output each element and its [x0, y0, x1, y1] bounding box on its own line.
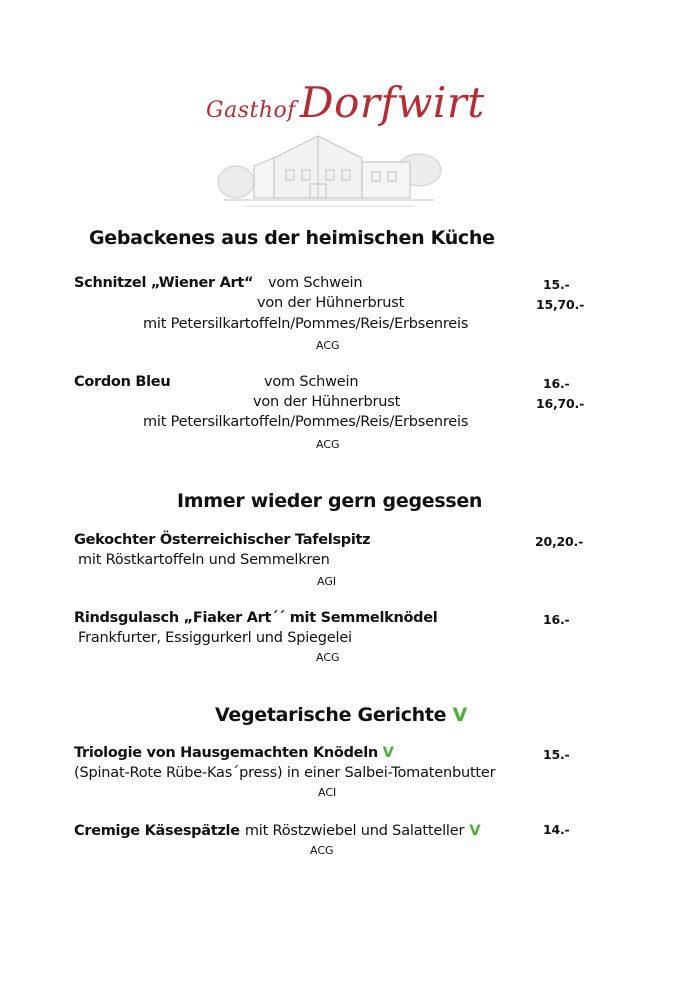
allergen-codes: ACG [316, 651, 340, 664]
section-title-classics: Immer wieder gern gegessen [177, 490, 483, 512]
price: 14.- [543, 822, 570, 837]
item-name-cordon-bleu: Cordon Bleu [74, 374, 171, 390]
logo-prefix: Gasthof [206, 98, 296, 123]
item-sides: mit Petersilkartoffeln/Pommes/Reis/Erbsenreis [143, 316, 469, 332]
price: 15.- [543, 747, 570, 762]
allergen-codes: ACG [316, 339, 340, 352]
item-description: Frankfurter, Essiggurkerl und Spiegelei [78, 630, 352, 646]
vegetarian-mark: V [382, 745, 394, 761]
variant-chicken: von der Hühnerbrust [253, 394, 401, 410]
vegetarian-mark: V [452, 704, 467, 726]
item-name: Triologie von Hausgemachten Knödeln [74, 745, 378, 761]
vegetarian-mark: V [469, 823, 481, 839]
item-description: (Spinat-Rote Rübe-Kas´press) in einer Salbei-Tomatenbutter [74, 765, 496, 781]
price: 16.- [543, 612, 570, 627]
allergen-codes: AGI [317, 575, 337, 588]
allergen-codes: ACI [318, 786, 337, 799]
price: 16.- [543, 376, 570, 391]
section-title-baked: Gebackenes aus der heimischen Küche [89, 227, 495, 249]
price: 16,70.- [536, 396, 585, 411]
section-title-text: Vegetarische Gerichte [215, 704, 447, 726]
item-name-tafelspitz: Gekochter Österreichischer Tafelspitz [74, 532, 371, 548]
allergen-codes: ACG [310, 844, 334, 857]
allergen-codes: ACG [316, 438, 340, 451]
item-name-suffix: mit Röstzwiebel und Salatteller [244, 823, 465, 839]
section-title-vegetarian [215, 704, 467, 726]
logo-name: Dorfwirt [299, 78, 485, 127]
item-name-schnitzel: Schnitzel „Wiener Art“ [74, 275, 254, 291]
item-description: mit Röstkartoffeln und Semmelkren [78, 552, 330, 568]
item-name-gulasch: Rindsgulasch „Fiaker Art´´ mit Semmelknödel [74, 610, 438, 626]
logo [196, 68, 485, 213]
price: 20,20.- [535, 534, 584, 549]
inn-building-icon [214, 120, 444, 210]
price: 15,70.- [536, 297, 585, 312]
item-name: Cremige Käsespätzle [74, 823, 240, 839]
variant-chicken: von der Hühnerbrust [257, 295, 405, 311]
item-knoedel [74, 745, 394, 761]
variant-pork: vom Schwein [264, 374, 359, 390]
item-sides: mit Petersilkartoffeln/Pommes/Reis/Erbsenreis [143, 414, 469, 430]
price: 15.- [543, 277, 570, 292]
item-kaesespaetzle [74, 820, 480, 839]
variant-pork: vom Schwein [268, 275, 363, 291]
